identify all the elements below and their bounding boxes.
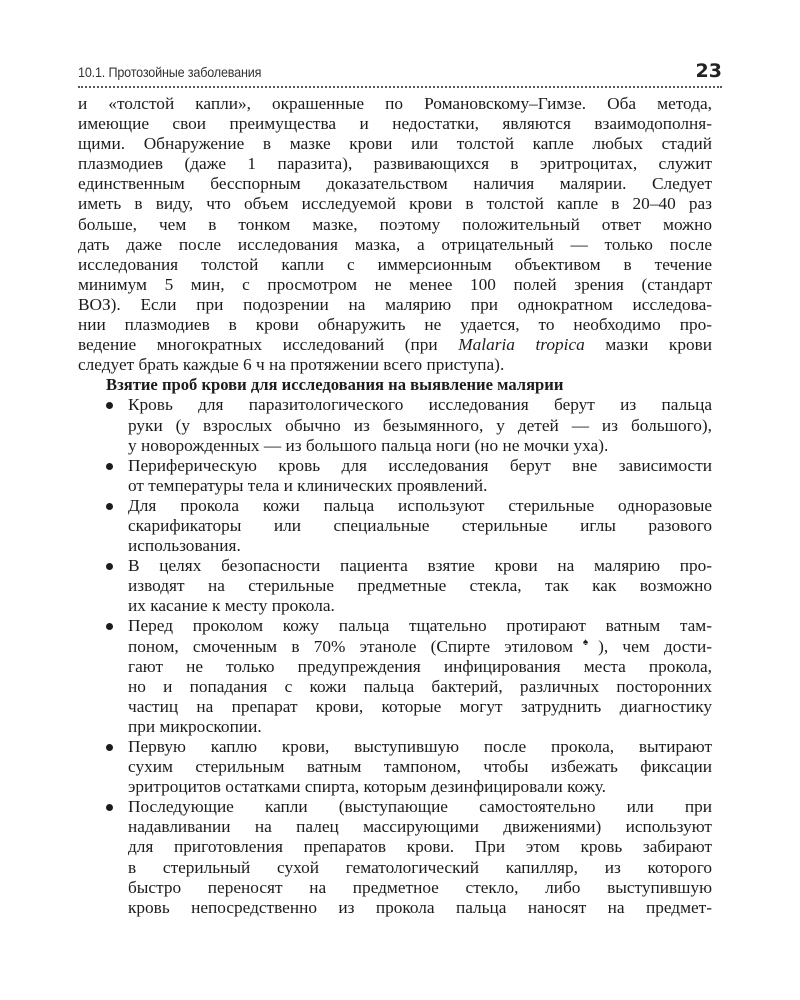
text-line: следует брать каждые 6 ч на протяжении всего приступа).	[78, 355, 505, 375]
text-line: изводят на стерильные предметные стекла, так как возможно	[128, 576, 712, 596]
bullet-icon	[106, 804, 113, 811]
intro-paragraph	[78, 94, 712, 375]
text-line: у новорожденных — из большого пальца ноги (но не мочки уха).	[128, 435, 609, 455]
bullet-icon	[106, 563, 113, 570]
text-line: их касание к месту прокола.	[128, 596, 335, 616]
bullet-item	[78, 456, 712, 496]
bullet-item	[78, 737, 712, 797]
bullet-item	[78, 797, 712, 918]
text-line: частиц на препарат крови, которые могут затруднить диагностику	[128, 696, 712, 716]
text-line: имеющие свои преимущества и недостатки, являются взаимодополня-	[78, 114, 712, 134]
page-header	[78, 62, 722, 88]
text-line: использования.	[128, 536, 241, 556]
text-line: но и попадания с кожи пальца бактерий, различных посторонних	[128, 676, 712, 696]
text-line: нии плазмодиев в крови обнаружить не удается, то необходимо про-	[78, 315, 712, 335]
text-line: скарификаторы или специальные стерильные иглы разового	[128, 515, 712, 535]
bullet-icon	[106, 623, 113, 630]
text-line: руки (у взрослых обычно из безымянного, у детей — из большого),	[128, 415, 712, 435]
text-line: минимум 5 мин, с просмотром не менее 100 полей зрения (стандарт	[78, 274, 712, 294]
bullet-item	[78, 616, 712, 737]
text-line: и «толстой капли», окрашенные по Романовскому–Гимзе. Оба метода,	[78, 94, 712, 113]
italic-term: Malaria tropica	[458, 335, 585, 355]
text-line-with-mark	[128, 637, 712, 657]
text-segment: поном, смоченным в 70% этаноле (Спирте этиловом	[128, 636, 574, 656]
page-number: 23	[695, 60, 722, 82]
text-line: сухим стерильным ватным тампоном, чтобы избежать фиксации	[128, 757, 712, 777]
text-segment: ведение многократных исследований (при	[78, 335, 459, 355]
bullet-item	[78, 556, 712, 616]
text-line: В целях безопасности пациента взятие крови на малярию про-	[128, 556, 712, 576]
bullet-item	[78, 395, 712, 455]
spade-mark-icon: ♠	[573, 636, 599, 648]
text-line: эритроцитов остатками спирта, которым дезинфицировали кожу.	[128, 777, 606, 797]
text-line-with-italic	[78, 335, 712, 355]
text-line: исследования толстой капли с иммерсионным объективом в течение	[78, 254, 712, 274]
bullet-icon	[106, 402, 113, 409]
running-head: 10.1. Протозойные заболевания	[78, 64, 262, 80]
text-line: быстро переносят на предметное стекло, либо выступившую	[128, 877, 712, 897]
bullet-icon	[106, 463, 113, 470]
bullet-list	[78, 395, 712, 917]
text-line: для приготовления препаратов крови. При этом кровь забирают	[128, 837, 712, 857]
text-line: Периферическую кровь для исследования берут вне зависимости	[128, 455, 712, 475]
text-line: щими. Обнаружение в мазке крови или толстой капле любых стадий	[78, 134, 712, 154]
text-line: надавливании на палец массирующими движениями) используют	[128, 817, 712, 837]
text-line: гают не только предупреждения инфицирования места прокола,	[128, 656, 712, 676]
text-line: дать даже после исследования мазка, а отрицательный — только после	[78, 234, 712, 254]
text-line: от температуры тела и клинических проявлений.	[128, 475, 488, 495]
text-line: Первую каплю крови, выступившую после прокола, вытирают	[128, 737, 712, 756]
bullet-icon	[106, 744, 113, 751]
text-line: Перед проколом кожу пальца тщательно протирают ватным там-	[128, 616, 712, 636]
text-line: больше, чем в тонком мазке, поэтому положительный ответ можно	[78, 214, 712, 234]
page-body	[78, 94, 712, 918]
text-line: Кровь для паразитологического исследования берут из пальца	[128, 395, 712, 415]
text-line: иметь в виду, что объем исследуемой крови в толстой капле в 20–40 раз	[78, 194, 712, 214]
section-subheading: Взятие проб крови для исследования на выявление малярии	[106, 375, 564, 395]
text-line: плазмодиев (даже 1 паразита), развивающихся в эритроцитах, служит	[78, 154, 712, 174]
bullet-icon	[106, 503, 113, 510]
text-line: единственным бесспорным доказательством наличия малярии. Следует	[78, 174, 712, 194]
text-line: Последующие капли (выступающие самостоятельно или при	[128, 797, 712, 817]
text-segment: ), чем дости-	[598, 636, 713, 656]
text-line: Для прокола кожи пальца используют стерильные одноразовые	[128, 495, 712, 515]
text-line: ВОЗ). Если при подозрении на малярию при однократном исследова-	[78, 294, 712, 314]
text-line: при микроскопии.	[128, 716, 262, 736]
text-line: в стерильный сухой гематологический капилляр, из которого	[128, 857, 712, 877]
bullet-item	[78, 496, 712, 556]
text-line: кровь непосредственно из прокола пальца наносят на предмет-	[128, 897, 712, 917]
text-segment: мазки крови	[584, 335, 713, 355]
